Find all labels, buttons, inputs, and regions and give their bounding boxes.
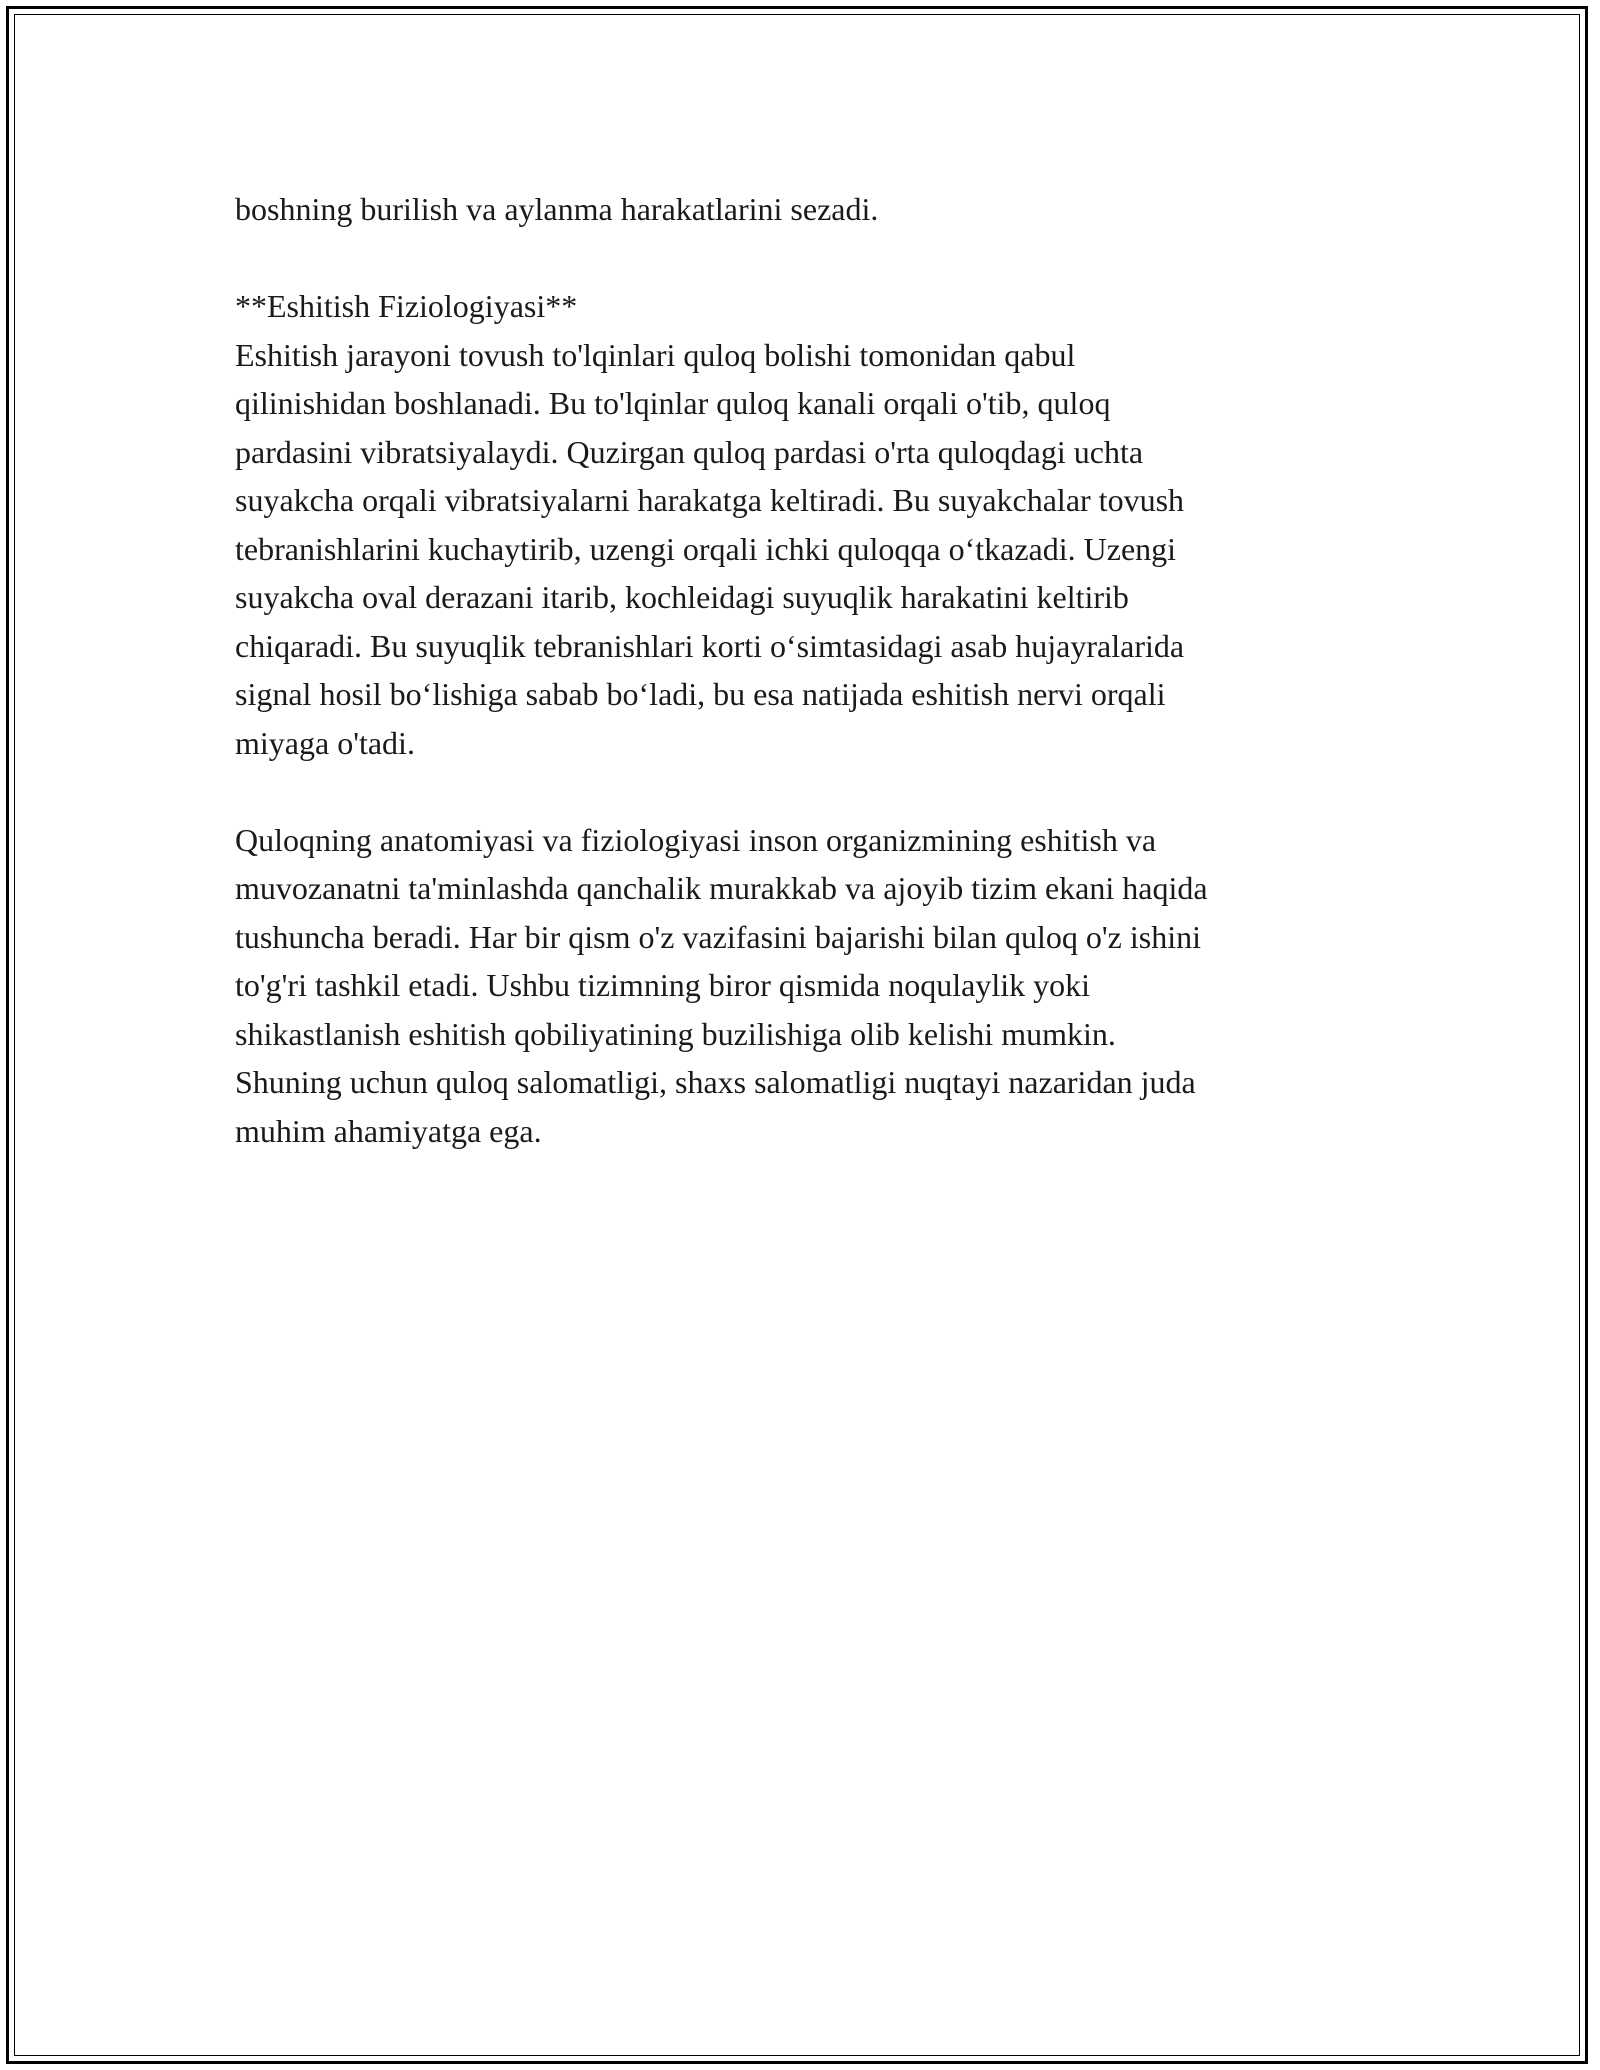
- text-line: chiqaradi. Bu suyuqlik tebranishlari korti o‘simtasidagi asab hujayralarida: [235, 627, 1185, 664]
- text-line: miyaga o'tadi.: [235, 724, 415, 761]
- text-line: Eshitish jarayoni tovush to'lqinlari quloq bolishi tomonidan qabul: [235, 336, 1076, 373]
- lead-line: boshning burilish va aylanma harakatlarini sezadi.: [235, 191, 879, 227]
- text-line: muvozanatni ta'minlashda qanchalik murakkab va ajoyib tizim ekani haqida: [235, 870, 1208, 906]
- text-line: muhim ahamiyatga ega.: [235, 1112, 542, 1149]
- paragraph-spacer: [235, 234, 1365, 283]
- text-line: suyakcha orqali vibratsiyalarni harakatga keltiradi. Bu suyakchalar tovush: [235, 482, 1185, 518]
- conclusion-paragraph: [235, 816, 1365, 1156]
- text-line: Quloqning anatomiyasi va fiziologiyasi inson organizmining eshitish va: [235, 821, 1157, 858]
- text-line: Shuning uchun quloq salomatligi, shaxs salomatligi nuqtayi nazaridan juda: [235, 1064, 1196, 1100]
- text-line: signal hosil bo‘lishiga sabab bo‘ladi, bu esa natijada eshitish nervi orqali: [235, 676, 1166, 712]
- text-line: suyakcha oval derazani itarib, kochleidagi suyuqlik harakatini keltirib: [235, 579, 1129, 615]
- document-body: [235, 185, 1365, 1155]
- paragraph-spacer: [235, 767, 1365, 816]
- section-paragraph: [235, 331, 1365, 768]
- text-line: tebranishlarini kuchaytirib, uzengi orqali ichki quloqqa o‘tkazadi. Uzengi: [235, 530, 1177, 567]
- section-heading: **Eshitish Fiziologiyasi**: [235, 288, 578, 324]
- text-line: to'g'ri tashkil etadi. Ushbu tizimning biror qismida noqulaylik yoki: [235, 967, 1090, 1003]
- text-line: pardasini vibratsiyalaydi. Quzirgan quloq pardasi o'rta quloqdagi uchta: [235, 433, 1144, 470]
- text-line: tushuncha beradi. Har bir qism o'z vazifasini bajarishi bilan quloq o'z ishini: [235, 918, 1201, 955]
- text-line: shikastlanish eshitish qobiliyatining buzilishiga olib kelishi mumkin.: [235, 1015, 1116, 1052]
- text-line: qilinishidan boshlanadi. Bu to'lqinlar quloq kanali orqali o'tib, quloq: [235, 385, 1111, 421]
